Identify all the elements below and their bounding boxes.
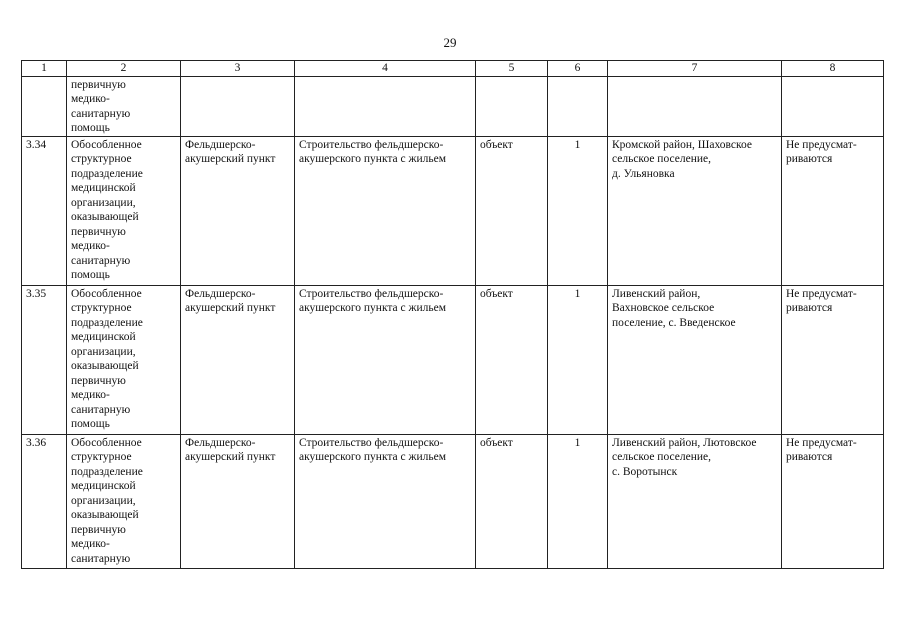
cell-note: Не предусмат- риваются: [782, 434, 884, 568]
cell-facility-type: [181, 76, 295, 136]
table-row: [22, 136, 884, 285]
column-header: 6: [548, 61, 608, 77]
cell-quantity: 1: [548, 136, 608, 285]
column-header: 3: [181, 61, 295, 77]
cell-quantity: 1: [548, 285, 608, 434]
cell-quantity: 1: [548, 434, 608, 568]
cell-facility-type: Фельдшерско- акушерский пункт: [181, 285, 295, 434]
cell-location: Ливенский район, Лютовское сельское поселение, с. Воротынск: [608, 434, 782, 568]
cell-location: [608, 76, 782, 136]
cell-description: первичную медико- санитарную помощь: [67, 76, 181, 136]
cell-number: 3.36: [22, 434, 67, 568]
cell-work-type: Строительство фельдшерско- акушерского пункта с жильем: [295, 285, 476, 434]
cell-unit: объект: [476, 136, 548, 285]
cell-number: [22, 76, 67, 136]
cell-number: 3.35: [22, 285, 67, 434]
column-header: 7: [608, 61, 782, 77]
cell-note: Не предусмат- риваются: [782, 285, 884, 434]
column-header: 2: [67, 61, 181, 77]
table-row: [22, 434, 884, 568]
table-row: [22, 285, 884, 434]
cell-location: Ливенский район, Вахновское сельское поселение, с. Введенское: [608, 285, 782, 434]
cell-description: Обособленное структурное подразделение медицинской организации, оказывающей первичную медико- санитарную помощь: [67, 136, 181, 285]
column-header: 4: [295, 61, 476, 77]
cell-quantity: [548, 76, 608, 136]
column-header: 1: [22, 61, 67, 77]
cell-facility-type: Фельдшерско- акушерский пункт: [181, 136, 295, 285]
column-header: 8: [782, 61, 884, 77]
cell-unit: [476, 76, 548, 136]
cell-unit: объект: [476, 434, 548, 568]
cell-work-type: Строительство фельдшерско- акушерского пункта с жильем: [295, 136, 476, 285]
column-header: 5: [476, 61, 548, 77]
table-row-continuation: [22, 76, 884, 136]
cell-work-type: [295, 76, 476, 136]
cell-note: [782, 76, 884, 136]
cell-location: Кромской район, Шаховское сельское поселение, д. Ульяновка: [608, 136, 782, 285]
cell-description: Обособленное структурное подразделение медицинской организации, оказывающей первичную медико- санитарную помощь: [67, 285, 181, 434]
cell-note: Не предусмат- риваются: [782, 136, 884, 285]
cell-number: 3.34: [22, 136, 67, 285]
cell-description: Обособленное структурное подразделение медицинской организации, оказывающей первичную медико- санитарную: [67, 434, 181, 568]
cell-work-type: Строительство фельдшерско- акушерского пункта с жильем: [295, 434, 476, 568]
cell-facility-type: Фельдшерско- акушерский пункт: [181, 434, 295, 568]
cell-unit: объект: [476, 285, 548, 434]
page-number: 29: [443, 35, 457, 50]
header-row: [22, 61, 884, 77]
facilities-table: [21, 60, 884, 569]
